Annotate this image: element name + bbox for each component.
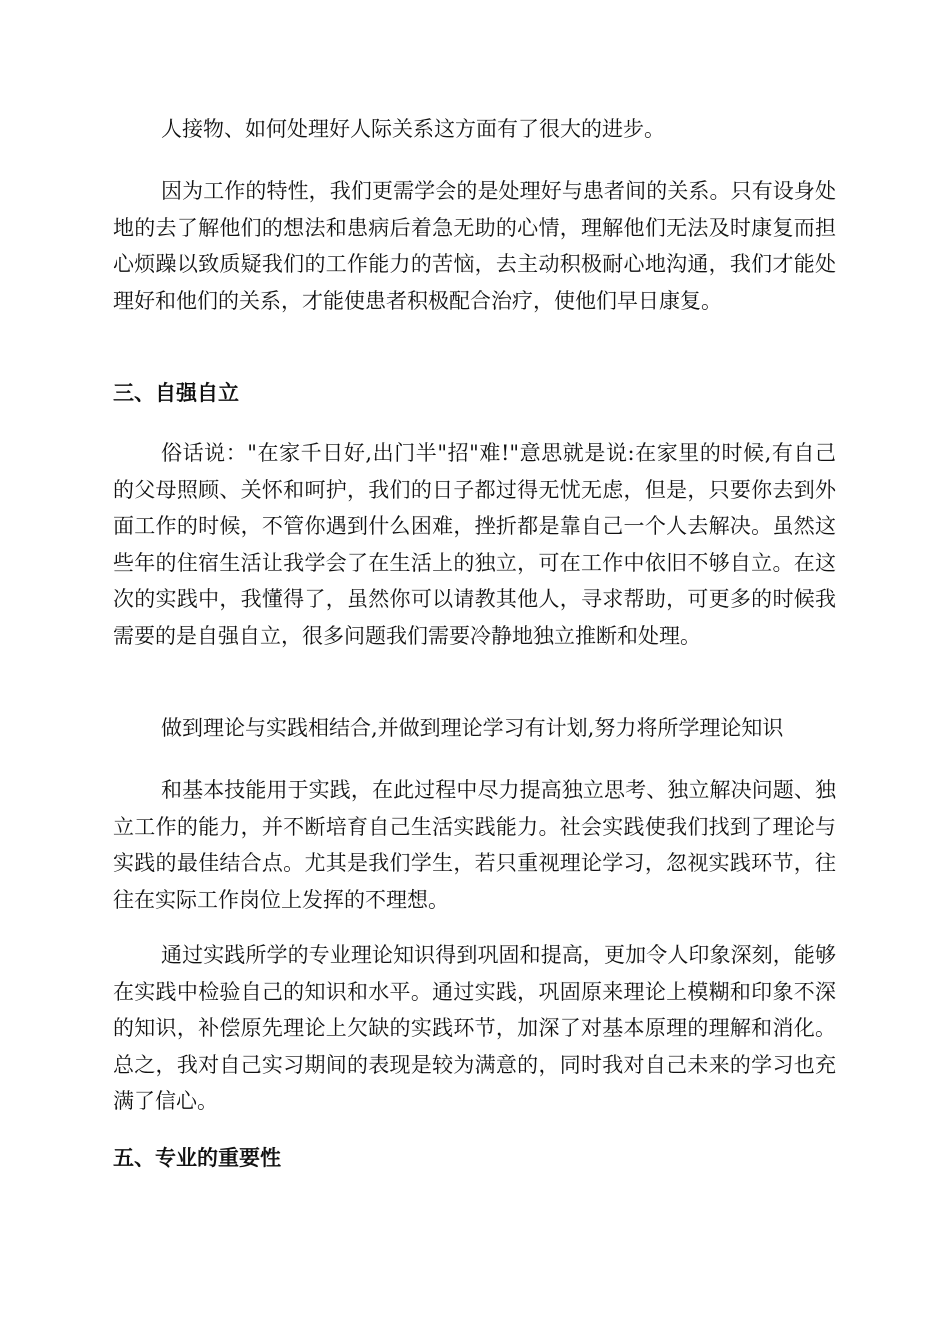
paragraph-proverb: 俗话说："在家千日好,出门半"招"难!"意思就是说:在家里的时候,有自己的父母照顾、关怀和呵护，我们的日子都过得无忧无虑，但是，只要你去到外面工作的时候，不管你遇到什么困难，挫折都是靠自己一个人去解决。虽然这些年的住宿生活让我学会了在生活上的独立，可在工作中依旧不够自立。在这次的实践中，我懂得了，虽然你可以请教其他人，寻求帮助，可更多的时候我需要的是自强自立，很多问题我们需要冷静地独立推断和处理。 [113,441,836,648]
paragraph-theory-practice: 做到理论与实践相结合,并做到理论学习有计划,努力将所学理论知识 [161,716,784,740]
section-heading-professional-importance: 五、专业的重要性 [113,1146,281,1170]
paragraph-basic-skills: 和基本技能用于实践，在此过程中尽力提高独立思考、独立解决问题、独立工作的能力，并不断培育自己生活实践能力。社会实践使我们找到了理论与实践的最佳结合点。尤其是我们学生，若只重视理论学习，忽视实践环节，往往在实际工作岗位上发挥的不理想。 [113,778,836,912]
paragraph-interpersonal-end: 人接物、如何处理好人际关系这方面有了很大的进步。 [161,117,665,141]
paragraph-patient-relations: 因为工作的特性，我们更需学会的是处理好与患者间的关系。只有设身处地的去了解他们的想法和患病后着急无助的心情，理解他们无法及时康复而担心烦躁以致质疑我们的工作能力的苦恼，去主动积极耐心地沟通，我们才能处理好和他们的关系，才能使患者积极配合治疗，使他们早日康复。 [113,179,836,313]
section-heading-self-reliance: 三、自强自立 [113,381,239,405]
paragraph-consolidation: 通过实践所学的专业理论知识得到巩固和提高，更加令人印象深刻，能够在实践中检验自己的知识和水平。通过实践，巩固原来理论上模糊和印象不深的知识，补偿原先理论上欠缺的实践环节，加深了对基本原理的理解和消化。总之，我对自己实习期间的表现是较为满意的，同时我对自己未来的学习也充满了信心。 [113,943,836,1113]
